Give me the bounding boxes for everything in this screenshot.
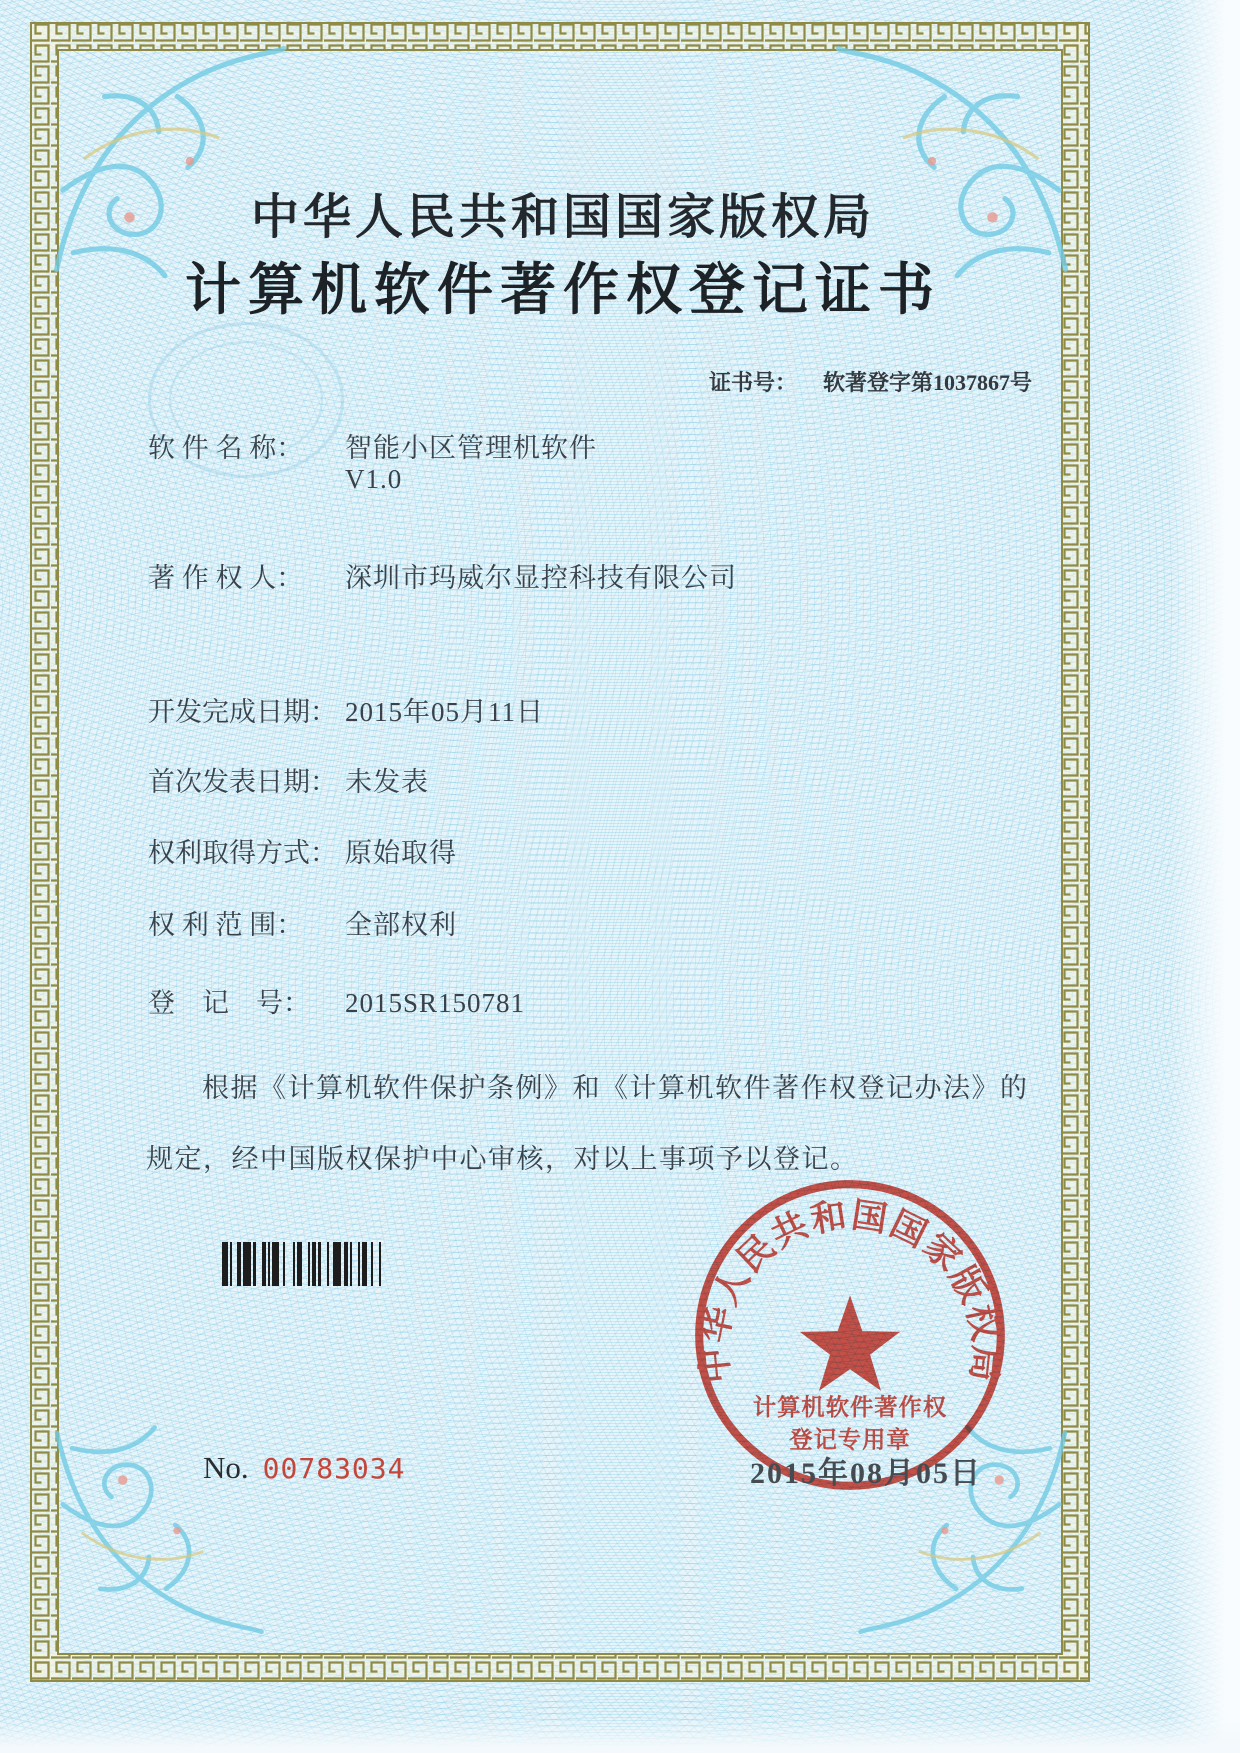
scan-edge bbox=[0, 1717, 1240, 1753]
field-value: 2015SR150781 bbox=[345, 988, 526, 1018]
field-value: 智能小区管理机软件 bbox=[345, 433, 597, 463]
field-software-version: V1.0 bbox=[345, 464, 403, 494]
field-label: 首次发表日期： bbox=[148, 767, 337, 797]
serial-number: 00783034 bbox=[262, 1452, 406, 1485]
field-label: 权利取得方式： bbox=[148, 838, 337, 868]
seal-star-icon bbox=[800, 1296, 900, 1391]
field-value: 全部权利 bbox=[345, 910, 457, 940]
field-value: 深圳市玛威尔显控科技有限公司 bbox=[345, 563, 737, 593]
serial-prefix: No. bbox=[203, 1450, 249, 1485]
field-value: 原始取得 bbox=[345, 838, 457, 868]
certificate-number-label: 证书号： bbox=[708, 370, 797, 395]
field-first-publication bbox=[148, 760, 429, 799]
statement-line-1: 根据《计算机软件保护条例》和《计算机软件著作权登记办法》的 bbox=[202, 1073, 1029, 1103]
field-software-name bbox=[148, 426, 597, 465]
field-rights-acquisition bbox=[148, 831, 457, 870]
seal-text-line2: 登记专用章 bbox=[789, 1427, 911, 1454]
barcode bbox=[222, 1242, 383, 1286]
field-label: 权 利 范 围： bbox=[148, 910, 304, 940]
field-registration-number bbox=[148, 981, 525, 1020]
field-label: 开发完成日期： bbox=[148, 697, 337, 727]
field-label: 登 记 号： bbox=[148, 988, 310, 1018]
field-value: 2015年05月11日 bbox=[345, 697, 544, 727]
field-label: 软 件 名 称： bbox=[148, 433, 304, 463]
certificate-number-value: 软著登字第1037867号 bbox=[822, 370, 1032, 395]
field-label: 著 作 权 人： bbox=[148, 563, 304, 593]
authority-title: 中华人民共和国国家版权局 bbox=[250, 191, 875, 244]
statement-line-2: 规定，经中国版权保护中心审核，对以上事项予以登记。 bbox=[146, 1144, 859, 1174]
field-copyright-owner bbox=[148, 556, 737, 595]
seal-text-line1: 计算机软件著作权 bbox=[752, 1394, 948, 1421]
field-completion-date bbox=[148, 690, 544, 729]
seal-ring-text: 中华人民共和国国家版权局 bbox=[693, 1194, 1007, 1386]
field-rights-scope bbox=[148, 903, 457, 942]
certificate-title: 计算机软件著作权登记证书 bbox=[185, 260, 941, 322]
serial-number-line bbox=[203, 1450, 406, 1486]
certificate-number-line bbox=[709, 366, 1032, 397]
issue-date: 2015年08月05日 bbox=[750, 1457, 982, 1490]
field-value: 未发表 bbox=[345, 767, 429, 797]
scan-edge bbox=[1170, 0, 1240, 1753]
